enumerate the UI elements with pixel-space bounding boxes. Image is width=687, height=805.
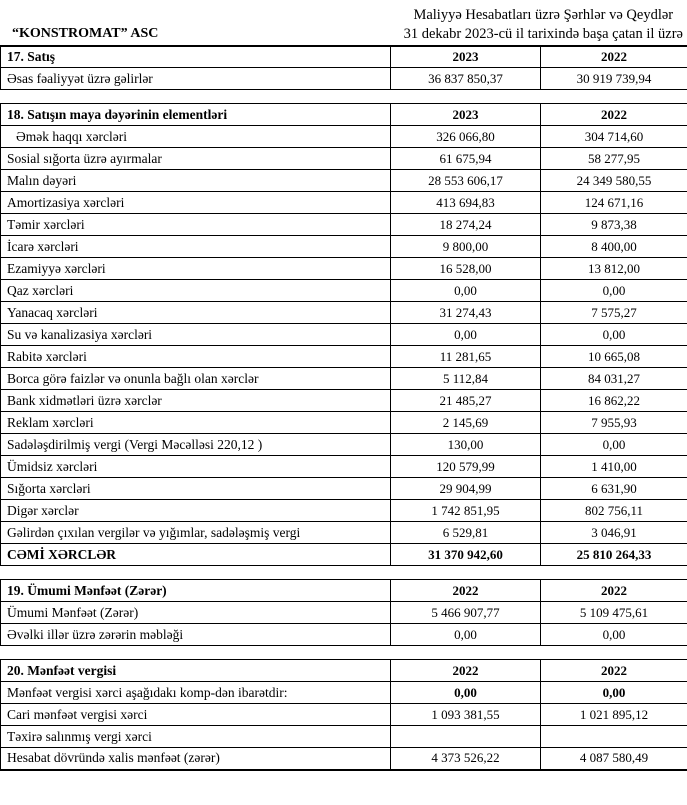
value-col2: 1 410,00 [541, 456, 687, 478]
row-label: Mənfəət vergisi xərci aşağıdakı komp-dən ibarətdir: [1, 682, 391, 704]
section-20-table [0, 659, 687, 771]
row-label: İcarə xərcləri [1, 236, 391, 258]
year-col1-header: 2022 [391, 660, 541, 682]
value-col2: 304 714,60 [541, 126, 687, 148]
table-row [1, 412, 687, 434]
value-col1: 18 274,24 [391, 214, 541, 236]
value-col2: 7 575,27 [541, 302, 687, 324]
value-col1: 120 579,99 [391, 456, 541, 478]
value-col2: 0,00 [541, 324, 687, 346]
row-label: Qaz xərcləri [1, 280, 391, 302]
row-label: Təxirə salınmış vergi xərci [1, 726, 391, 748]
table-row [1, 192, 687, 214]
value-col1: 9 800,00 [391, 236, 541, 258]
table-row [1, 368, 687, 390]
section-17-table [0, 45, 687, 91]
value-col2: 10 665,08 [541, 346, 687, 368]
value-col1: 1 742 851,95 [391, 500, 541, 522]
company-name: “KONSTROMAT” ASC [12, 25, 159, 41]
table-row [1, 624, 687, 646]
row-label: Gəlirdən çıxılan vergilər və yığımlar, sadələşmiş vergi [1, 522, 391, 544]
table-row [1, 258, 687, 280]
value-col1: 6 529,81 [391, 522, 541, 544]
value-col1: 31 274,43 [391, 302, 541, 324]
value-col1: 0,00 [391, 682, 541, 704]
section-gap [0, 566, 687, 579]
value-col1: 1 093 381,55 [391, 704, 541, 726]
value-col2: 8 400,00 [541, 236, 687, 258]
report-title-line1: Maliyyə Hesabatları üzrə Şərhlər və Qeydlər [413, 7, 674, 23]
value-col1: 413 694,83 [391, 192, 541, 214]
section-title: 17. Satış [1, 46, 391, 68]
value-col1: 11 281,65 [391, 346, 541, 368]
table-row [1, 390, 687, 412]
row-label: Rabitə xərcləri [1, 346, 391, 368]
value-col1: 4 373 526,22 [391, 748, 541, 770]
row-label: Reklam xərcləri [1, 412, 391, 434]
table-row [1, 148, 687, 170]
value-col1: 2 145,69 [391, 412, 541, 434]
section-18-table [0, 103, 687, 566]
value-col2: 5 109 475,61 [541, 602, 687, 624]
row-label: Hesabat dövründə xalis mənfəət (zərər) [1, 748, 391, 770]
value-col1: 326 066,80 [391, 126, 541, 148]
value-col2: 124 671,16 [541, 192, 687, 214]
value-col2: 3 046,91 [541, 522, 687, 544]
table-row [1, 434, 687, 456]
year-col2-header: 2022 [541, 660, 687, 682]
table-row [1, 522, 687, 544]
year-col1-header: 2022 [391, 580, 541, 602]
row-label: Amortizasiya xərcləri [1, 192, 391, 214]
table-row [1, 478, 687, 500]
year-col2-header: 2022 [541, 46, 687, 68]
table-row [1, 214, 687, 236]
value-col1: 0,00 [391, 280, 541, 302]
value-col2: 6 631,90 [541, 478, 687, 500]
value-col2: 58 277,95 [541, 148, 687, 170]
table-row [1, 704, 687, 726]
value-col2: 24 349 580,55 [541, 170, 687, 192]
year-col2-header: 2022 [541, 580, 687, 602]
year-col1-header: 2023 [391, 104, 541, 126]
value-col2: 25 810 264,33 [541, 544, 687, 566]
row-label: Əsas fəaliyyət üzrə gəlirlər [1, 68, 391, 90]
value-col2: 802 756,11 [541, 500, 687, 522]
value-col2: 84 031,27 [541, 368, 687, 390]
section-title: 20. Mənfəət vergisi [1, 660, 391, 682]
row-label: Cari mənfəət vergisi xərci [1, 704, 391, 726]
section-title: 19. Ümumi Mənfəət (Zərər) [1, 580, 391, 602]
section-header-row [1, 104, 687, 126]
row-label: Əmək haqqı xərcləri [1, 126, 391, 148]
report-title [404, 6, 685, 45]
value-col1: 29 904,99 [391, 478, 541, 500]
value-col1 [391, 726, 541, 748]
row-label: Əvəlki illər üzrə zərərin məbləği [1, 624, 391, 646]
table-row [1, 602, 687, 624]
year-col2-header: 2022 [541, 104, 687, 126]
value-col1: 61 675,94 [391, 148, 541, 170]
value-col2: 4 087 580,49 [541, 748, 687, 770]
value-col1: 36 837 850,37 [391, 68, 541, 90]
table-row [1, 126, 687, 148]
row-label: Su və kanalizasiya xərcləri [1, 324, 391, 346]
table-row [1, 170, 687, 192]
section-19-table [0, 579, 687, 646]
table-row [1, 726, 687, 748]
value-col2: 0,00 [541, 434, 687, 456]
table-row [1, 68, 687, 90]
table-row [1, 500, 687, 522]
table-row [1, 346, 687, 368]
section-title: 18. Satışın maya dəyərinin elementləri [1, 104, 391, 126]
value-col2: 0,00 [541, 682, 687, 704]
table-row [1, 280, 687, 302]
row-label: Malın dəyəri [1, 170, 391, 192]
row-label: Ezamiyyə xərcləri [1, 258, 391, 280]
section-gap [0, 90, 687, 103]
value-col2: 1 021 895,12 [541, 704, 687, 726]
row-label: Ümumi Mənfəət (Zərər) [1, 602, 391, 624]
table-row [1, 302, 687, 324]
value-col2: 16 862,22 [541, 390, 687, 412]
table-row [1, 682, 687, 704]
value-col1: 5 112,84 [391, 368, 541, 390]
table-row [1, 236, 687, 258]
section-header-row [1, 660, 687, 682]
row-label: Bank xidmətləri üzrə xərclər [1, 390, 391, 412]
row-label: Sığorta xərcləri [1, 478, 391, 500]
row-label: Ümidsiz xərcləri [1, 456, 391, 478]
value-col1: 130,00 [391, 434, 541, 456]
financial-tables [0, 45, 687, 771]
value-col2 [541, 726, 687, 748]
row-label: Təmir xərcləri [1, 214, 391, 236]
value-col1: 5 466 907,77 [391, 602, 541, 624]
row-label: Sosial sığorta üzrə ayırmalar [1, 148, 391, 170]
row-label: Sadələşdirilmiş vergi (Vergi Məcəlləsi 220,12 ) [1, 434, 391, 456]
section-header-row [1, 580, 687, 602]
row-label: Yanacaq xərcləri [1, 302, 391, 324]
value-col2: 13 812,00 [541, 258, 687, 280]
table-row [1, 544, 687, 566]
value-col2: 0,00 [541, 280, 687, 302]
value-col1: 16 528,00 [391, 258, 541, 280]
table-row [1, 748, 687, 770]
value-col2: 9 873,38 [541, 214, 687, 236]
section-gap [0, 646, 687, 659]
row-label: CƏMİ XƏRCLƏR [1, 544, 391, 566]
value-col2: 0,00 [541, 624, 687, 646]
row-label: Borca görə faizlər və onunla bağlı olan xərclər [1, 368, 391, 390]
document-header [0, 0, 687, 45]
section-header-row [1, 46, 687, 68]
value-col1: 28 553 606,17 [391, 170, 541, 192]
value-col1: 21 485,27 [391, 390, 541, 412]
value-col2: 30 919 739,94 [541, 68, 687, 90]
value-col1: 0,00 [391, 324, 541, 346]
row-label: Digər xərclər [1, 500, 391, 522]
report-title-line2: 31 dekabr 2023-cü il tarixində başa çatan il üzrə [403, 25, 683, 42]
value-col2: 7 955,93 [541, 412, 687, 434]
value-col1: 0,00 [391, 624, 541, 646]
table-row [1, 456, 687, 478]
table-row [1, 324, 687, 346]
value-col1: 31 370 942,60 [391, 544, 541, 566]
year-col1-header: 2023 [391, 46, 541, 68]
